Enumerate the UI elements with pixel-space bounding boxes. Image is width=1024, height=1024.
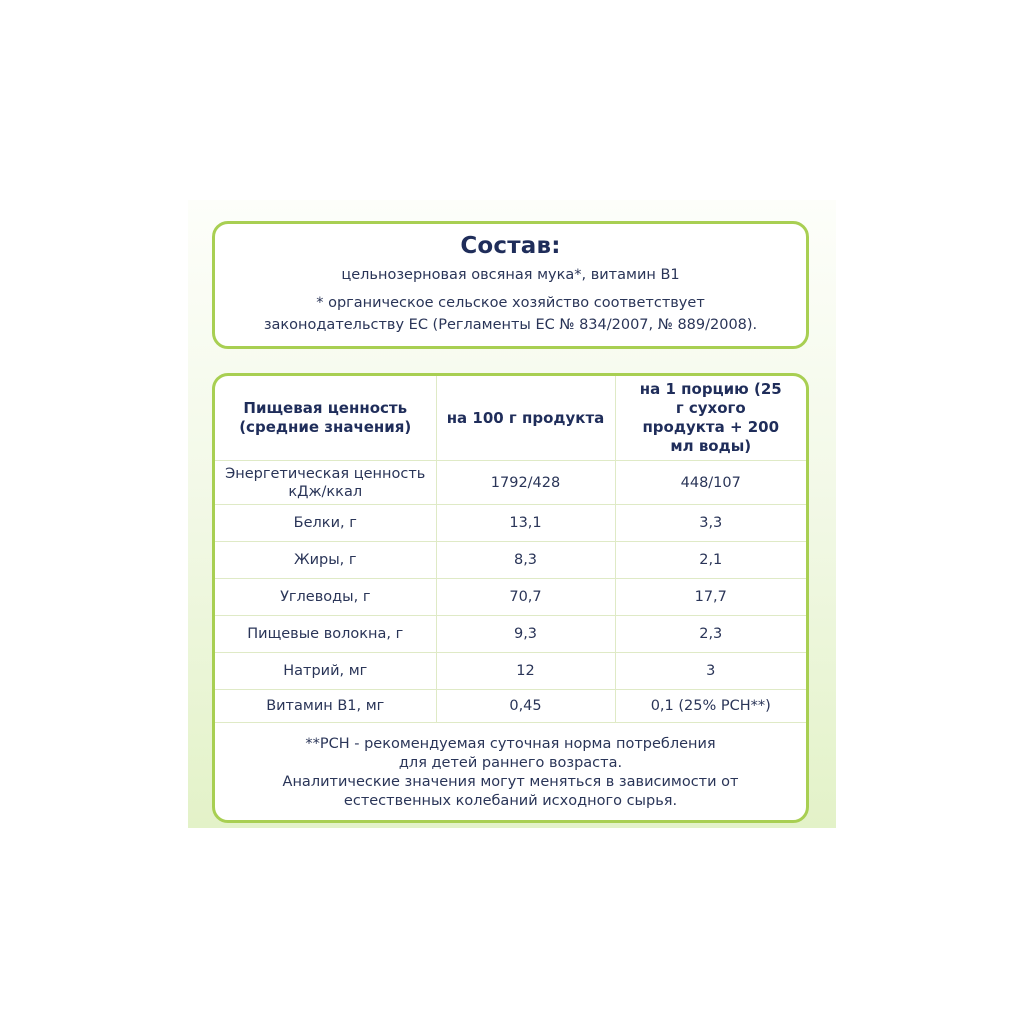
footnote-line-4: естественных колебаний исходного сырья. <box>343 793 678 809</box>
footnote <box>215 723 806 811</box>
value-per-100g: 12 <box>436 653 615 690</box>
table-row <box>215 690 806 723</box>
table-row <box>215 653 806 690</box>
value-per-100g: 1792/428 <box>436 461 615 505</box>
value-per-portion: 3 <box>615 653 806 690</box>
value-per-portion: 3,3 <box>615 505 806 542</box>
nutrient-name: Жиры, г <box>215 542 436 579</box>
value-per-100g: 9,3 <box>436 616 615 653</box>
footnote-line-1: **РСН - рекомендуемая суточная норма потребления <box>305 736 716 752</box>
value-per-100g: 70,7 <box>436 579 615 616</box>
footnote-line-2: для детей раннего возраста. <box>398 755 623 771</box>
value-per-100g: 13,1 <box>436 505 615 542</box>
value-per-100g: 0,45 <box>436 690 615 723</box>
value-per-portion: 448/107 <box>615 461 806 505</box>
table-row <box>215 542 806 579</box>
header-per-100g: на 100 г продукта <box>436 376 615 461</box>
table-row <box>215 579 806 616</box>
value-per-100g: 8,3 <box>436 542 615 579</box>
nutrient-name: Витамин В1, мг <box>215 690 436 723</box>
nutrition-box <box>212 373 809 823</box>
header-nutrient: Пищевая ценность (средние значения) <box>215 376 436 461</box>
nutrient-name: Углеводы, г <box>215 579 436 616</box>
table-header-row <box>215 376 806 461</box>
ingredients-text: цельнозерновая овсяная мука*, витамин В1 <box>341 267 680 283</box>
nutrition-table <box>215 376 806 723</box>
nutrient-name: Белки, г <box>215 505 436 542</box>
nutrient-name: Энергетическая ценность кДж/ккал <box>215 461 436 505</box>
table-row <box>215 505 806 542</box>
composition-title: Состав: <box>460 233 561 259</box>
footnote-line-3: Аналитические значения могут меняться в зависимости от <box>282 774 739 790</box>
value-per-portion: 17,7 <box>615 579 806 616</box>
nutrient-name: Пищевые волокна, г <box>215 616 436 653</box>
value-per-portion: 2,1 <box>615 542 806 579</box>
composition-box <box>212 221 809 349</box>
table-row <box>215 616 806 653</box>
organic-note <box>215 292 806 336</box>
organic-note-line-1: * органическое сельское хозяйство соответствует <box>316 295 705 311</box>
value-per-portion: 0,1 (25% РСН**) <box>615 690 806 723</box>
table-row <box>215 461 806 505</box>
organic-note-line-2: законодательству ЕС (Регламенты ЕС № 834/2007, № 889/2008). <box>263 317 758 333</box>
nutrient-name: Натрий, мг <box>215 653 436 690</box>
header-per-portion: на 1 порцию (25 г сухого продукта + 200 мл воды) <box>615 376 806 461</box>
value-per-portion: 2,3 <box>615 616 806 653</box>
